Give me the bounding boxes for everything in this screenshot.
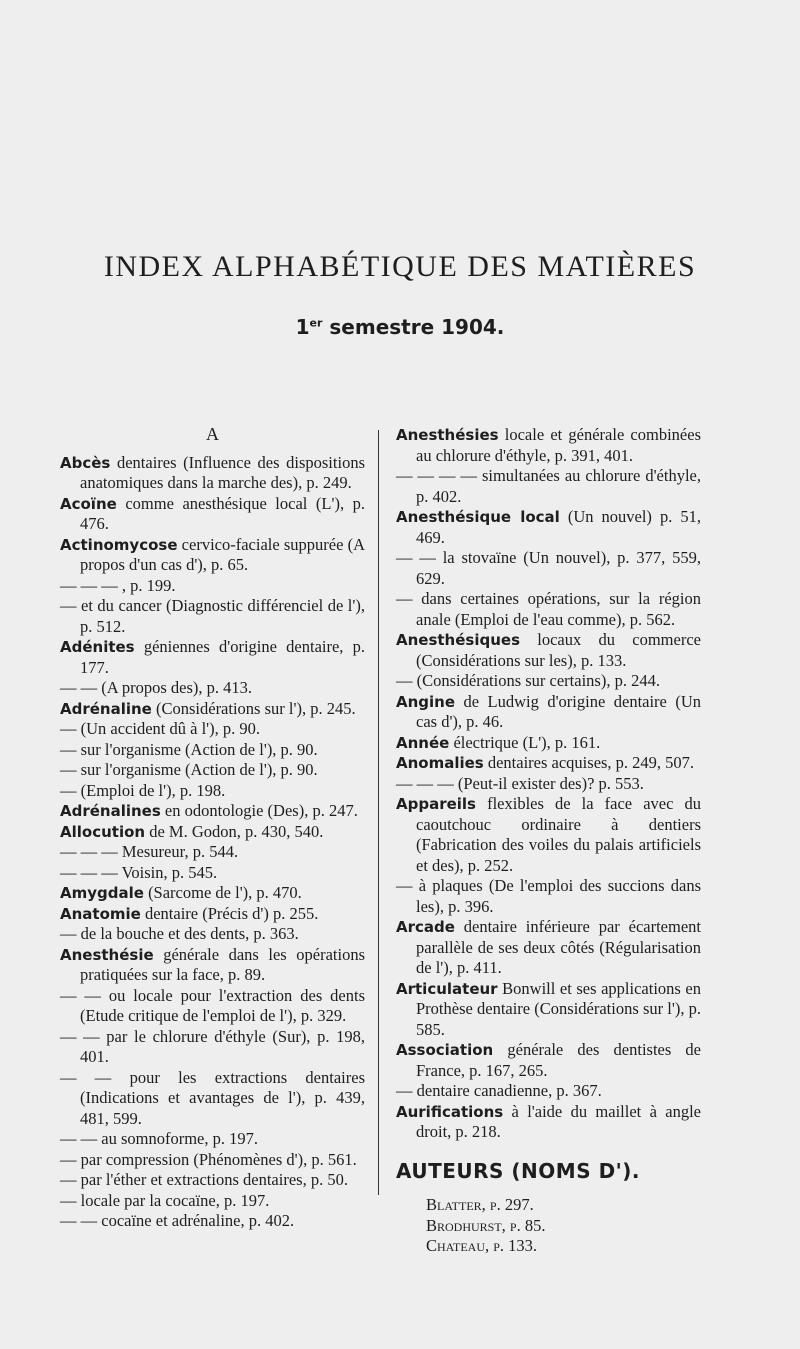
index-entry <box>60 1191 365 1212</box>
entry-text: — à plaques (De l'emploi des succions dans les), p. 396. <box>396 876 701 916</box>
index-entry <box>60 863 365 884</box>
index-entry <box>60 924 365 945</box>
entry-heading: Acoïne <box>60 494 117 513</box>
index-entry <box>60 904 365 925</box>
index-entry <box>396 917 701 979</box>
entry-heading: Amygdale <box>60 884 144 902</box>
subtitle-number: 1 <box>295 315 310 339</box>
index-entry <box>60 1211 365 1232</box>
authors-list <box>396 1195 701 1257</box>
index-entry <box>60 801 365 822</box>
author-entry: Blatter, p. 297. <box>426 1195 534 1214</box>
entry-heading: Aurifications <box>396 1102 504 1121</box>
index-entry <box>396 671 701 692</box>
index-entry <box>396 507 701 548</box>
index-entry <box>60 1150 365 1171</box>
entry-text: générale dans les opérations pratiquées sur la face, p. 89. <box>80 944 365 984</box>
entry-text: électrique (L'), p. 161. <box>449 732 601 752</box>
entry-heading: Angine <box>396 692 456 711</box>
entry-text: flexibles de la face avec du caoutchouc ordinaire à dentiers (Fabrication des voiles du palais artificiels et des), p. 252. <box>416 794 701 875</box>
index-entry <box>396 1102 701 1143</box>
index-entry <box>396 589 701 630</box>
page-title: INDEX ALPHABÉTIQUE DES MATIÈRES <box>103 250 697 283</box>
left-column <box>60 424 365 1232</box>
index-entry <box>60 1027 365 1068</box>
index-entry <box>60 494 365 535</box>
entry-heading: Anesthésique local <box>396 508 560 526</box>
index-entry <box>396 1040 701 1081</box>
entry-text: — sur l'organisme (Action de l'), p. 90. <box>60 739 318 759</box>
index-entry <box>396 425 701 466</box>
index-entry <box>60 1129 365 1150</box>
entry-text: Bonwill et ses applications en Prothèse dentaire (Considérations sur l'), p. 585. <box>416 978 701 1039</box>
index-entry <box>396 548 701 589</box>
page-subtitle <box>0 315 800 339</box>
entry-text: locale et générale combinées au chlorure d'éthyle, p. 391, 401. <box>416 425 701 465</box>
author-entry: Chateau, p. 133. <box>426 1236 538 1255</box>
index-entry <box>60 678 365 699</box>
index-entry <box>60 699 365 720</box>
entry-heading: Allocution <box>60 822 146 841</box>
subtitle-superscript: er <box>309 316 323 330</box>
index-entry <box>60 740 365 761</box>
entry-heading: Articulateur <box>396 979 498 998</box>
index-entry <box>396 733 701 754</box>
left-entries <box>60 453 365 1232</box>
entry-text: (Un nouvel) p. 51, 469. <box>416 507 701 547</box>
column-divider <box>378 430 379 1195</box>
entry-heading: Anesthésiques <box>396 631 520 649</box>
index-entry <box>60 453 365 494</box>
entry-text: (Sarcome de l'), p. 470. <box>143 883 302 902</box>
entry-heading: Anesthésie <box>60 945 154 964</box>
entry-heading: Arcade <box>396 918 455 936</box>
index-entry <box>396 876 701 917</box>
index-entry <box>60 719 365 740</box>
entry-text: de M. Godon, p. 430, 540. <box>145 821 324 841</box>
entry-text: — — — Mesureur, p. 544. <box>60 842 239 861</box>
entry-text: géniennes d'origine dentaire, p. 177. <box>80 637 365 677</box>
entry-heading: Appareils <box>396 795 476 813</box>
index-entry <box>60 576 365 597</box>
entry-text: — — par le chlorure d'éthyle (Sur), p. 198, 401. <box>60 1026 365 1066</box>
index-entry <box>60 535 365 576</box>
entry-text: dentaire (Précis d') p. 255. <box>140 903 319 923</box>
index-entry <box>396 466 701 507</box>
entry-text: — — — Voisin, p. 545. <box>60 862 218 882</box>
entry-text: — — — (Peut-il exister des)? p. 553. <box>396 773 644 793</box>
entry-heading: Anomalies <box>396 754 484 772</box>
entry-text: — — pour les extractions dentaires (Indications et avantages de l'), p. 439, 481, 599. <box>60 1067 365 1128</box>
entry-text: — — ou locale pour l'extraction des dents (Etude critique de l'emploi de l'), p. 329. <box>60 985 365 1025</box>
entry-text: — — cocaïne et adrénaline, p. 402. <box>60 1211 295 1230</box>
index-entry <box>60 822 365 843</box>
index-entry <box>60 1170 365 1191</box>
entry-text: locaux du commerce (Considérations sur les), p. 133. <box>416 630 701 670</box>
index-entry <box>396 1081 701 1102</box>
entry-text: — locale par la cocaïne, p. 197. <box>60 1190 270 1210</box>
entry-text: à l'aide du maillet à angle droit, p. 218. <box>416 1101 701 1141</box>
entry-text: (Considérations sur l'), p. 245. <box>151 698 356 718</box>
entry-heading: Actinomycose <box>60 535 178 554</box>
entry-heading: Anesthésies <box>396 426 499 444</box>
index-entry <box>396 979 701 1041</box>
entry-text: dentaires (Influence des dispositions anatomiques dans la marche des), p. 249. <box>80 452 365 492</box>
index-entry <box>60 596 365 637</box>
entry-text: en odontologie (Des), p. 247. <box>160 801 358 820</box>
entry-text: de Ludwig d'origine dentaire (Un cas d'), p. 46. <box>416 691 701 731</box>
index-entry <box>60 637 365 678</box>
entry-text: — et du cancer (Diagnostic différenciel de l'), p. 512. <box>60 596 365 636</box>
index-entry <box>60 986 365 1027</box>
index-entry <box>396 692 701 733</box>
entry-text: — dentaire canadienne, p. 367. <box>396 1081 602 1100</box>
entry-heading: Anatomie <box>60 904 141 923</box>
entry-text: — (Considérations sur certains), p. 244. <box>396 671 660 690</box>
entry-text: dentaires acquises, p. 249, 507. <box>483 753 695 772</box>
right-column <box>396 425 701 1257</box>
entry-text: — — au somnoforme, p. 197. <box>60 1129 258 1148</box>
index-entry <box>396 753 701 774</box>
entry-text: dentaire inférieure par écartement parallèle de ses deux côtés (Régularisation de l'), p. 411. <box>416 917 701 977</box>
index-entry <box>60 842 365 863</box>
subtitle-text: semestre 1904. <box>322 315 505 339</box>
entry-text: — — — — simultanées au chlorure d'éthyle, p. 402. <box>396 466 701 506</box>
entry-text: — par compression (Phénomènes d'), p. 561. <box>60 1149 357 1169</box>
entry-text: cervico-faciale suppurée (A propos d'un cas d'), p. 65. <box>80 534 365 574</box>
right-entries <box>396 425 701 1143</box>
entry-heading: Adrénalines <box>60 802 161 820</box>
entry-heading: Année <box>396 733 450 752</box>
index-entry <box>60 945 365 986</box>
section-letter: A <box>206 424 219 444</box>
entry-text: — (Emploi de l'), p. 198. <box>60 780 226 800</box>
index-entry <box>60 1068 365 1130</box>
entry-text: — — — , p. 199. <box>60 575 176 595</box>
entry-text: — (Un accident dû à l'), p. 90. <box>60 719 260 738</box>
entry-heading: Abcès <box>60 453 111 472</box>
entry-text: — de la bouche et des dents, p. 363. <box>60 924 299 943</box>
index-entry <box>396 774 701 795</box>
authors-heading: AUTEURS (NOMS D'). <box>396 1158 641 1183</box>
entry-text: — — la stovaïne (Un nouvel), p. 377, 559, 629. <box>396 548 701 588</box>
entry-text: générale des dentistes de France, p. 167, 265. <box>416 1040 701 1080</box>
entry-text: — dans certaines opérations, sur la région anale (Emploi de l'eau comme), p. 562. <box>396 589 701 629</box>
entry-text: — sur l'organisme (Action de l'), p. 90. <box>60 760 318 779</box>
entry-heading: Adénites <box>60 638 135 656</box>
author-entry: Brodhurst, p. 85. <box>426 1215 546 1235</box>
index-entry <box>60 883 365 904</box>
entry-text: — — (A propos des), p. 413. <box>60 678 253 697</box>
entry-heading: Association <box>396 1041 494 1059</box>
entry-text: — par l'éther et extractions dentaires, p. 50. <box>60 1170 348 1189</box>
index-entry <box>396 630 701 671</box>
index-entry <box>396 794 701 876</box>
index-entry <box>60 760 365 781</box>
index-entry <box>60 781 365 802</box>
entry-text: comme anesthésique local (L'), p. 476. <box>80 493 365 533</box>
entry-heading: Adrénaline <box>60 699 152 718</box>
